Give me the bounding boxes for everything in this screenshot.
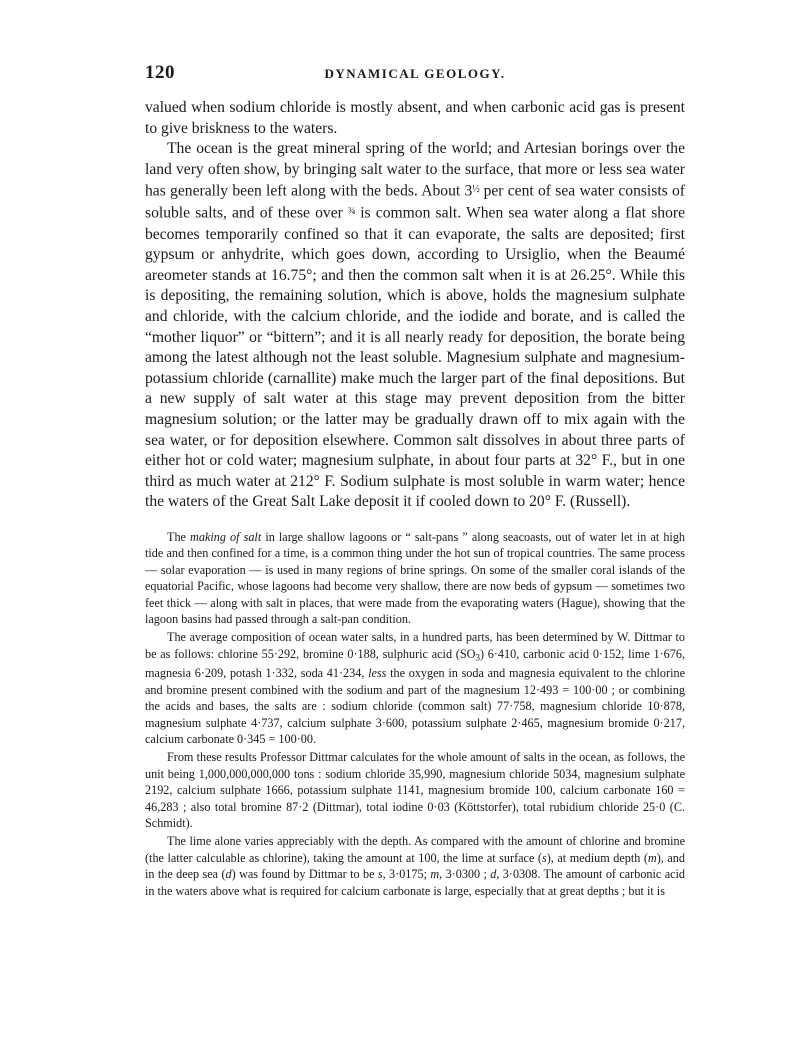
fraction-half: ½ <box>472 184 480 196</box>
body-text <box>145 98 685 513</box>
paragraph-2: The ocean is the great mineral spring of the world; and Artesian borings over the land very often show, by bringing salt water to the surface, that more or less sea water has generally been left along with the beds. About $3^{\frac{1}{2}}$ per cent of sea water consists of soluble salts, and of these over $^{\frac{3}{4}}$ is common salt. When sea water along a flat shore becomes temporarily confined so that it can evaporate, the salts are deposited; first gypsum or anhydrite, which goes down, according to Ursiglio, when the Beaumé areometer stands at 16.75°; and then the common salt when it is at 26.25°. While this is depositing, the remaining solution, which is above, holds the magnesium sulphate and chloride, with the calcium chloride, and the iodide and borate, and is called the “mother liquor” or “bittern”; and it is all nearly ready for deposition, the borate being among the latest although not the least soluble. Magnesium sulphate and magnesium-potassium chloride (carnallite) make much the larger part of the final depositions. But a new supply of salt water at this stage may prevent deposition from the bitter magnesium solution; or the latter may be gradually drawn off to mix again with the sea water, or for deposition elsewhere. Common salt dissolves in about three parts of either hot or cold water; magnesium sulphate, in about four parts at 32° F., but in one third as much water at 212° F. Sodium sulphate is most soluble in warm water; hence the waters of the Great Salt Lake deposit it if cooled down to 20° F. (Russell). <box>145 140 686 511</box>
note-total-salts: From these results Professor Dittmar calculates for the whole amount of salts in the ocean, as follows, the unit being 1,000,000,000,000 tons : sodium chloride 35,990, magnesium chloride 5034, magnesium sulphate 2192, calcium sulphate 1666, potassium sulphate 1141, magnesium bromide 100, calcium carbonate 160 = 46,283 ; also total bromine 87·2 (Dittmar), total iodine 0·03 (Köttstorfer), total rubidium chloride 25·0 (C. Schmidt). <box>145 750 685 831</box>
small-print-notes <box>145 529 685 899</box>
note-making-of-salt: The making of salt in large shallow lagoons or “ salt-pans ” along seacoasts, out of water let in at high tide and then confined for a time, is a common thing under the hot sun of tropical countries. The same process — solar evaporation — is used in many regions of brine springs. On some of the smaller coral islands of the equatorial Pacific, whose lagoons had become very shallow, there are now beds of gypsum — sometimes two feet thick — along with salt in places, that were made from the evaporating waters (Hague), showing that the lagoon basins had passed through a salt-pan condition. <box>145 529 686 626</box>
fraction-three-quarters: ¾ <box>348 206 356 218</box>
page-number: 120 <box>145 62 175 83</box>
running-title: DYNAMICAL GEOLOGY. <box>324 66 506 81</box>
paragraph-1: valued when sodium chloride is mostly absent, and when carbonic acid gas is present to give briskness to the waters. <box>145 99 685 137</box>
note-ocean-composition: The average composition of ocean water salts, in a hundred parts, has been determined by W. Dittmar to be as follows: chlorine 55·292, bromine 0·188, sulphuric acid $(SO_3)$ 6·410, carbonic acid 0·152, lime 1·676, magnesia 6·209, potash 1·332, soda 41·234, less the oxygen in soda and magnesia equivalent to the chlorine and bromine present combined with the sodium and part of the magnesium 12·493 = 100·00 ; or combining the acids and bases, the salts are : sodium chloride (common salt) 77·758, magnesium chloride 10·878, magnesium sulphate 4·737, calcium sulphate 3·600, potassium sulphate 2·465, magnesium bromide 0·217, calcium carbonate 0·345 = 100·00. <box>145 630 685 746</box>
note-lime-variation: The lime alone varies appreciably with the depth. As compared with the amount of chlorine and bromine (the latter calculable as chlorine), taking the amount at 100, the lime at surface (s), at medium depth (m), and in the deep sea (d) was found by Dittmar to be s, 3·0175; m, 3·0300 ; d, 3·0308. The amount of carbonic acid in the waters above what is required for calcium carbonate is large, especially that at great depths ; but it is <box>145 834 685 898</box>
running-head <box>145 62 685 88</box>
book-page <box>145 62 685 901</box>
